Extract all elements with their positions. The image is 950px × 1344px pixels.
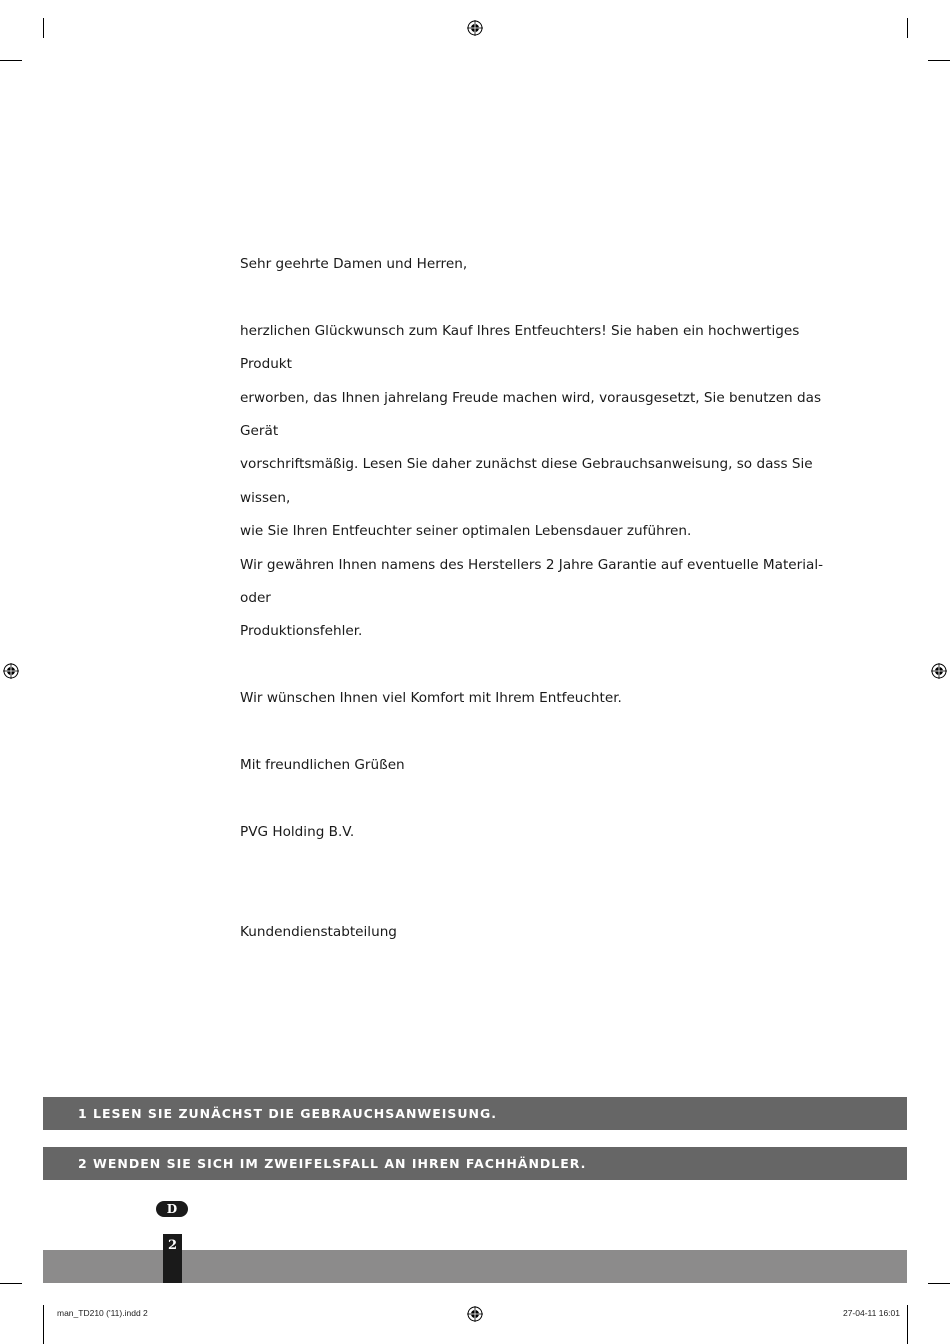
closing-text: Mit freundlichen Grüßen [240, 757, 405, 774]
registration-mark-icon [467, 20, 483, 36]
language-badge: D [156, 1201, 188, 1217]
company-name: PVG Holding B.V. [240, 823, 355, 840]
department-name: Kundendienstabteilung [240, 924, 397, 941]
page-number: 2 [163, 1234, 182, 1283]
crop-mark [43, 18, 44, 38]
wish-text: Wir wünschen Ihnen viel Komfort mit Ihrem Entfeuchter. [240, 690, 622, 707]
crop-mark [43, 1305, 44, 1344]
slug-filename: man_TD210 ('11).indd 2 [57, 1308, 148, 1318]
instruction-bar-2: 2 WENDEN SIE SICH IM ZWEIFELSFALL AN IHREN FACHHÄNDLER. [43, 1147, 907, 1180]
crop-mark [907, 18, 908, 38]
body-line: Produktionsfehler. [240, 623, 363, 640]
registration-mark-icon [931, 663, 947, 679]
instruction-bar-1: 1 LESEN SIE ZUNÄCHST DIE GEBRAUCHSANWEISUNG. [43, 1097, 907, 1130]
body-line: herzlichen Glückwunsch zum Kauf Ihres Entfeuchters! Sie haben ein hochwertiges Produkt [240, 322, 800, 373]
crop-mark [0, 1283, 22, 1284]
body-line: vorschriftsmäßig. Lesen Sie daher zunächst diese Gebrauchsanweisung, so dass Sie wissen, [240, 456, 813, 506]
registration-mark-icon [3, 663, 19, 679]
body-line: Wir gewähren Ihnen namens des Herstellers 2 Jahre Garantie auf eventuelle Material- oder [240, 556, 824, 607]
body-line: erworben, das Ihnen jahrelang Freude machen wird, vorausgesetzt, Sie benutzen das Gerät [240, 389, 822, 440]
registration-mark-icon [467, 1306, 483, 1322]
body-line: wie Sie Ihren Entfeuchter seiner optimalen Lebensdauer zuführen. [240, 523, 692, 540]
crop-mark [928, 1283, 950, 1284]
crop-mark [907, 1305, 908, 1344]
crop-mark [0, 60, 22, 61]
salutation: Sehr geehrte Damen und Herren, [240, 256, 468, 272]
crop-mark [928, 60, 950, 61]
letter [240, 248, 850, 949]
slug-date: 27-04-11 16:01 [842, 1308, 900, 1318]
